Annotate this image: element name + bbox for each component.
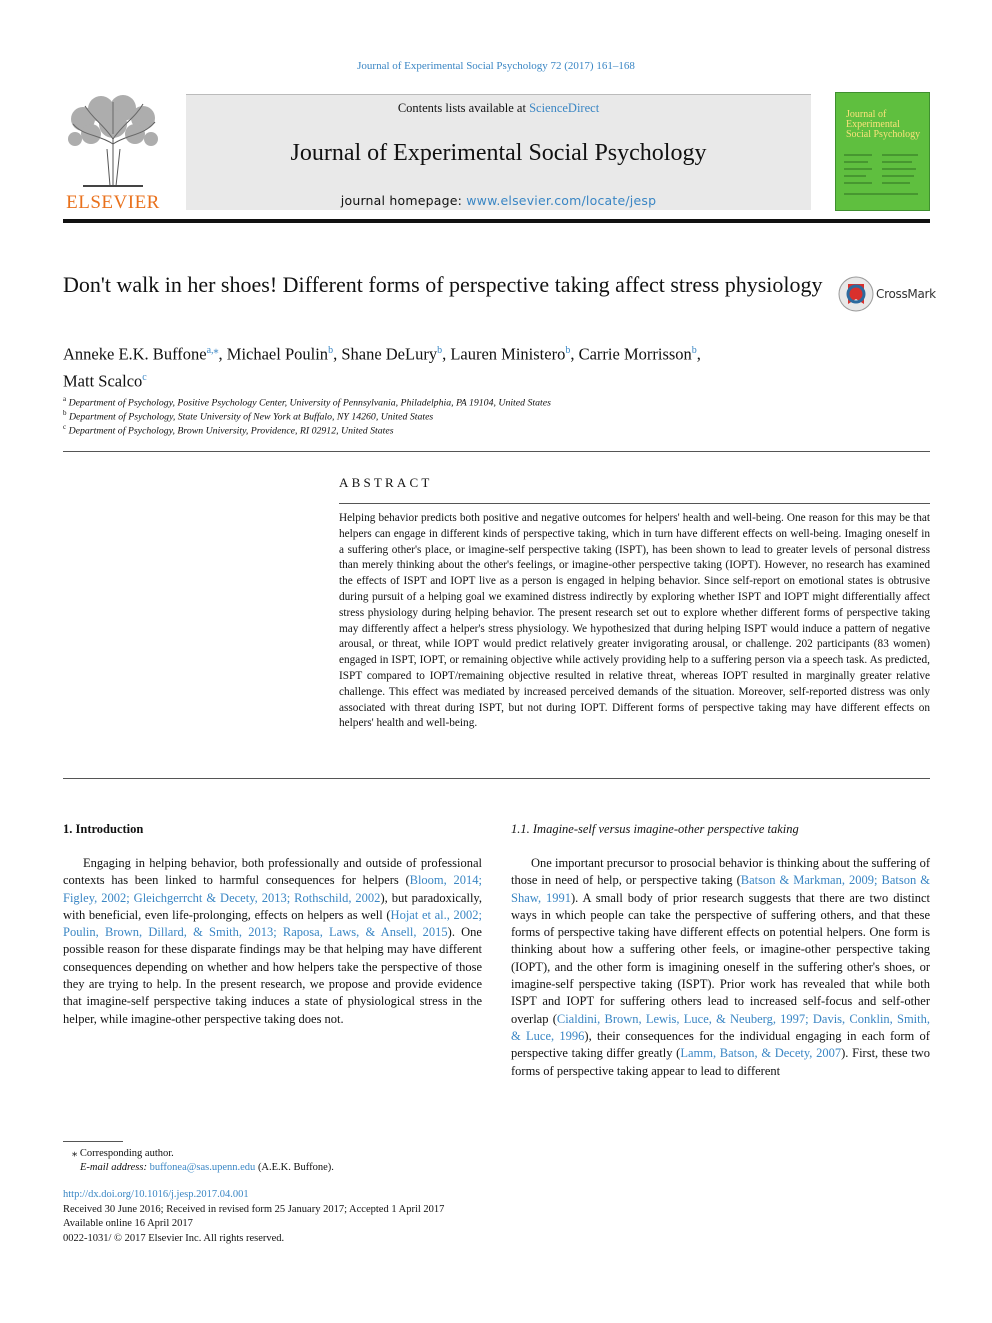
abstract-heading: ABSTRACT — [339, 475, 433, 490]
text-run: ). A small body of prior research suggests that there are two distinct ways in which people can take the perspective of suffering others, and that these forms of perspective taking have different effects on potential helpers. One form is thinking about how a suffering other feels, or imagine-other perspective taking (IOPT), and the other form is imagining oneself in the suffering other's shoes, or imagine-self perspective taking (ISPT). Prior work has revealed that while both ISPT and IOPT for suffering others lead to increased self-focus and self-other overlap ( — [511, 890, 931, 1026]
affiliation-mark: a — [63, 395, 67, 403]
author-affiliation-mark[interactable]: b — [691, 345, 697, 356]
abstract-bottom-rule — [63, 778, 930, 779]
author-affiliation-mark[interactable]: b — [437, 345, 443, 356]
header-divider — [63, 219, 930, 223]
abstract-text: Helping behavior predicts both positive and negative outcomes for helpers' health and well-being. One reason for this may be that helpers can engage in different kinds of perspective taking, which in turn have different effects on well-being. Imaging oneself in a suffering other's place, or imagine-self perspective taking (ISPT), has been shown to lead to greater levels of personal distress than merely thinking about the other's feelings, or imagine-other perspective taking (IOPT). However, no research has examined the effects of ISPT and IOPT live as a person is engaged in helping behavior. Since self-report on emotional states is obtrusive during pursuit of a helping goal we examined distress indirectly by exploring whether ISPT and IOPT might differentially affect stress physiology during helping behavior. The present research set out to explore whether different forms of perspective taking may differently affect a helper's stress physiology. We hypothesized that during helping ISPT would induce a pattern of negative arousal, or threat, while IOPT would predict relatively greater invigorating arousal, or challenge. 202 participants (83 women) engaged in ISPT, IOPT, or remaining objective while actively providing help to a suffering person via a speech task. As predicted, ISPT compared to IOPT/remaining objective resulted in relative threat, whereas IOPT resulted in marginally greater relative challenge. This effect was mediated by increased perceived demands of the situation. Moreover, self-reported distress was only associated with threat during ISPT, but not during IOPT. Different forms of perspective taking may have different effects on helpers' health and well-being. — [339, 512, 930, 730]
contents-line — [186, 101, 811, 116]
affiliation-text: Department of Psychology, Positive Psychology Center, University of Pennsylvania, Philadelphia, PA 19104, United States — [68, 397, 551, 409]
citation-link[interactable]: Cialdini, Brown, Lewis, Luce, & Neuberg, 1997; Davis, Conklin, Smith, & Luce, 1996 — [511, 1011, 930, 1043]
author-affiliation-mark[interactable]: b — [565, 345, 571, 356]
section-heading-introduction: 1. Introduction — [63, 822, 144, 836]
email-label: E-mail address: — [80, 1162, 150, 1173]
email-footnote — [80, 1162, 334, 1173]
citation-link[interactable]: Bloom, 2014; Figley, 2002; Gleichgerrcht & Decety, 2013; Rothschild, 2002 — [63, 873, 482, 905]
copyright-line: 0022-1031/ © 2017 Elsevier Inc. All rights reserved. — [63, 1232, 285, 1244]
author-affiliation-mark[interactable]: c — [142, 371, 147, 383]
text-run: One important precursor to prosocial behavior is thinking about the suffering of those in need of help, or perspective taking ( — [511, 856, 930, 888]
journal-title: Journal of Experimental Social Psychology — [290, 140, 707, 166]
author-name[interactable]: Anneke E.K. Buffone — [63, 344, 207, 364]
author-name[interactable]: Carrie Morrisson — [578, 344, 692, 364]
crossmark-icon[interactable] — [838, 276, 878, 312]
homepage-link[interactable]: www.elsevier.com/locate/jesp — [466, 193, 657, 208]
homepage-prefix: journal homepage: — [340, 193, 467, 208]
affiliations-divider — [63, 451, 930, 452]
text-run: ), their consequences for the individual engaging in each form of perspective taking differ greatly ( — [511, 1028, 930, 1061]
contents-prefix: Contents lists available at — [397, 101, 530, 115]
text-run: ). One possible reason for these disparate findings may be that helping may have different consequences depending on whether and how helpers take the perspective of those they are trying to help. In the present research, we propose and provide evidence that imagine-self perspective taking induces a state of physiological stress in the helper, while imagine-other perspective taking does not. — [63, 925, 482, 1026]
author-affiliation-mark[interactable]: a,⁎ — [206, 345, 219, 356]
affiliation — [63, 409, 433, 422]
author-affiliation-mark[interactable]: b — [328, 345, 334, 356]
body-column-right — [511, 855, 930, 1080]
sciencedirect-link[interactable]: ScienceDirect — [529, 101, 600, 115]
affiliation-mark: c — [63, 423, 67, 431]
received-dates: Received 30 June 2016; Received in revised form 25 January 2017; Accepted 1 April 2017 — [63, 1203, 445, 1215]
citation-link[interactable]: Hojat et al., 2002; Poulin, Brown, Dillard, & Smith, 2013; Raposa, Laws, & Ansell, 2015 — [63, 907, 482, 940]
footnote-divider — [63, 1141, 123, 1142]
text-run: ). First, these two forms of perspective taking appear to lead to different — [511, 1046, 930, 1078]
affiliation — [63, 423, 394, 436]
cover-title: Journal of Experimental Social Psychology — [846, 109, 921, 140]
body-paragraph — [511, 855, 930, 1080]
publication-info — [63, 1188, 444, 1246]
author-name[interactable]: Shane DeLury — [341, 344, 438, 364]
author-name[interactable]: Michael Poulin — [226, 344, 329, 364]
text-run: ), but paradoxically, with beneficial, even life-prolonging, effects on helpers as well ( — [63, 890, 482, 922]
affiliation-text: Department of Psychology, Brown University, Providence, RI 02912, United States — [68, 425, 394, 437]
affiliation — [63, 395, 551, 408]
affiliation-text: Department of Psychology, State University of New York at Buffalo, NY 14260, United States — [68, 411, 434, 423]
crossmark-label[interactable]: CrossMark — [876, 287, 936, 301]
abstract-top-rule — [339, 503, 930, 504]
author-list: Anneke E.K. Buffone$^{a,⁎}$, Michael Poulin$^b$, Shane DeLury$^b$, Lauren Ministero$^b$, Carrie Morrisson$^b$, Matt Scalco$^c$ — [63, 344, 701, 390]
article-title: Don't walk in her shoes! Different forms of perspective taking affect stress physiology — [63, 272, 823, 297]
body-paragraph — [63, 855, 482, 1028]
journal-citation[interactable]: Journal of Experimental Social Psychology 72 (2017) 161–168 — [357, 60, 635, 72]
cover-contents-graphic — [842, 150, 922, 200]
doi-link[interactable]: http://dx.doi.org/10.1016/j.jesp.2017.04.001 — [63, 1189, 249, 1200]
journal-homepage-line — [186, 193, 811, 208]
author-name[interactable]: Lauren Ministero — [450, 344, 566, 364]
elsevier-wordmark[interactable]: ELSEVIER — [66, 192, 160, 213]
email-suffix: (A.E.K. Buffone). — [255, 1162, 334, 1173]
subsection-heading: 1.1. Imagine-self versus imagine-other perspective taking — [511, 822, 799, 836]
citation-link[interactable]: Batson & Markman, 2009; Batson & Shaw, 1991 — [511, 873, 930, 905]
email-link[interactable]: buffonea@sas.upenn.edu — [149, 1162, 256, 1173]
citation-link[interactable]: Lamm, Batson, & Decety, 2007 — [680, 1046, 842, 1061]
body-column-left — [63, 855, 482, 1028]
affiliation-mark: b — [63, 409, 67, 417]
author-name[interactable]: Matt Scalco — [63, 371, 143, 390]
text-run: Engaging in helping behavior, both professionally and outside of professional contexts has been linked to harmful consequences for helpers ( — [63, 856, 482, 888]
corresponding-author-note: ⁎ Corresponding author. — [72, 1148, 174, 1159]
available-online-date: Available online 16 April 2017 — [63, 1218, 193, 1229]
